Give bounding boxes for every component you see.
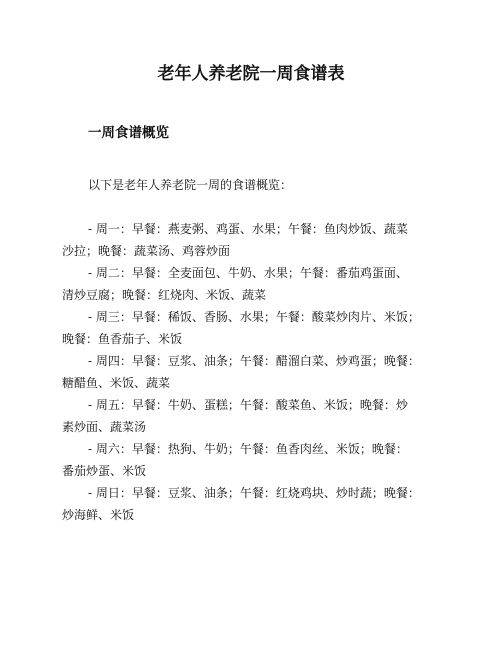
menu-day-wednesday xyxy=(62,308,454,352)
intro-paragraph: 以下是老年人养老院一周的食谱概览： xyxy=(88,178,293,192)
menu-line: - 周六：早餐：热狗、牛奶；午餐：鱼香肉丝、米饭；晚餐： xyxy=(88,442,408,456)
menu-line: - 周一：早餐：燕麦粥、鸡蛋、水果；午餐：鱼肉炒饭、蔬菜 xyxy=(88,222,408,236)
menu-line: 番茄炒蛋、米饭 xyxy=(62,464,147,478)
menu-day-thursday xyxy=(62,352,454,396)
menu-day-friday xyxy=(62,396,454,440)
menu-line: 清炒豆腐；晚餐：红烧肉、米饭、蔬菜 xyxy=(62,288,267,302)
menu-line: - 周日：早餐：豆浆、油条；午餐：红烧鸡块、炒时蔬；晚餐： xyxy=(88,486,420,500)
menu-line: 晚餐：鱼香茄子、米饭 xyxy=(62,332,183,346)
menu-line: 糖醋鱼、米饭、蔬菜 xyxy=(62,376,171,390)
document-title: 老年人养老院一周食谱表 xyxy=(157,64,345,84)
menu-day-saturday xyxy=(62,440,454,484)
menu-line: 素炒面、蔬菜汤 xyxy=(62,420,147,434)
menu-line: 炒海鲜、米饭 xyxy=(62,508,135,522)
menu-line: - 周二：早餐：全麦面包、牛奶、水果；午餐：番茄鸡蛋面、 xyxy=(88,266,408,280)
weekly-menu-list xyxy=(62,220,454,528)
menu-line: - 周四：早餐：豆浆、油条；午餐：醋溜白菜、炒鸡蛋；晚餐： xyxy=(88,354,420,368)
menu-day-tuesday xyxy=(62,264,454,308)
menu-line: - 周三：早餐：稀饭、香肠、水果；午餐：酸菜炒肉片、米饭； xyxy=(88,310,420,324)
menu-day-sunday xyxy=(62,484,454,528)
section-heading: 一周食谱概览 xyxy=(88,125,169,141)
menu-line: - 周五：早餐：牛奶、蛋糕；午餐：酸菜鱼、米饭；晚餐：炒 xyxy=(88,398,408,412)
menu-day-monday xyxy=(62,220,454,264)
menu-line: 沙拉；晚餐：蔬菜汤、鸡蓉炒面 xyxy=(62,244,231,258)
